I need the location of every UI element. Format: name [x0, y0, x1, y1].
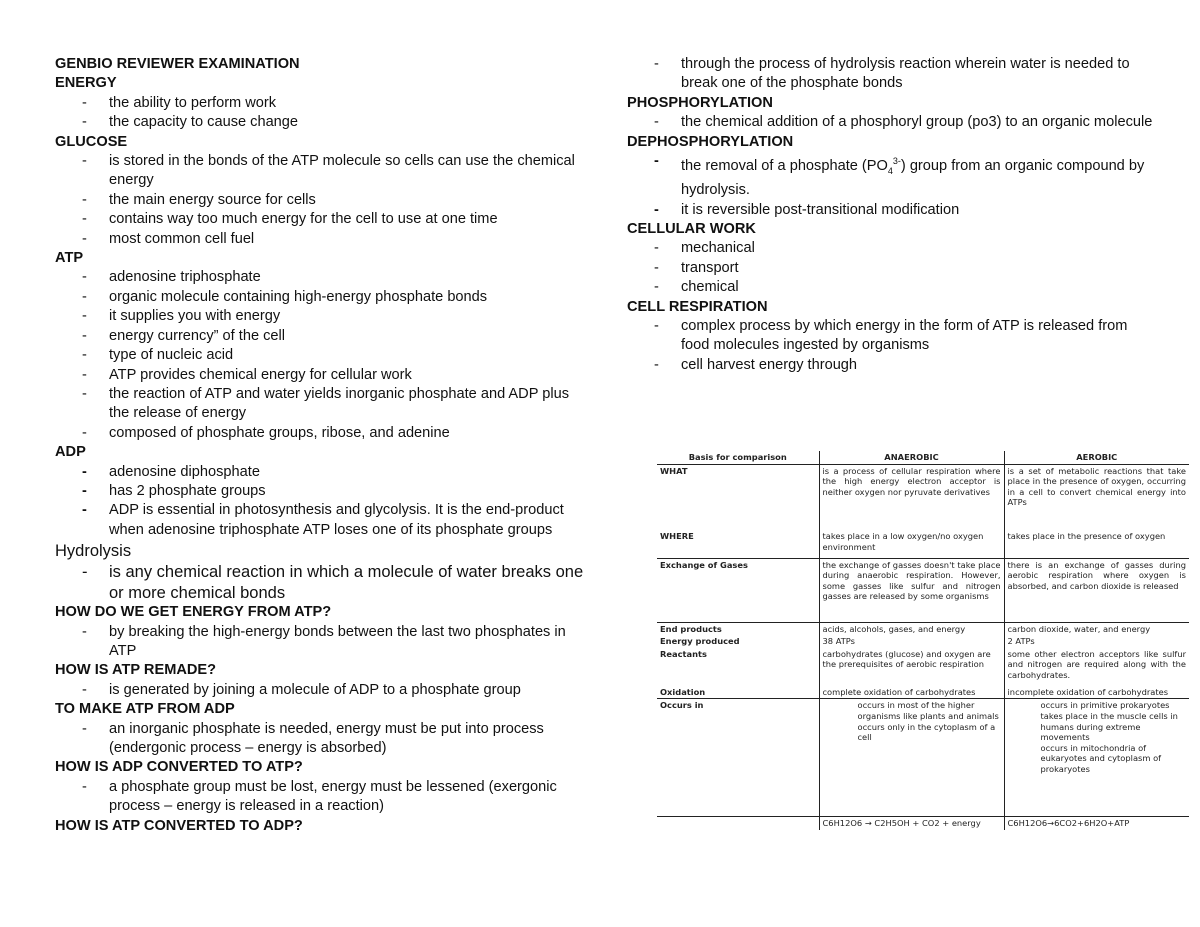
table-row: C6H12O6 → C2H5OH + CO2 + energy C6H12O6→6CO2+6H2O+ATP: [657, 817, 1189, 830]
list-item: - has 2 phosphate groups: [82, 482, 266, 499]
table-row: Energy produced 38 ATPs 2 ATPs: [657, 635, 1189, 648]
list-item: - through the process of hydrolysis reaction wherein water is needed to break one of the phosphate bonds: [654, 56, 1130, 92]
list-item: - an inorganic phosphate is needed, energy must be put into process (endergonic process – energy is absorbed): [82, 720, 544, 756]
heading-cell-respiration: CELL RESPIRATION: [627, 298, 768, 315]
list-item: - mechanical: [654, 240, 755, 257]
list-item: - it is reversible post-transitional modification: [654, 201, 960, 218]
list-item: - transport: [654, 259, 739, 276]
list-item: - composed of phosphate groups, ribose, and adenine: [82, 424, 450, 441]
comparison-table-image: [657, 451, 1189, 833]
list-item: - ADP is essential in photosynthesis and glycolysis. It is the end-product when adenosine triphosphate ATP loses one of its phosphate groups: [82, 502, 564, 538]
list-item: - contains way too much energy for the cell to use at one time: [82, 211, 498, 228]
list-q3: [55, 720, 585, 759]
list-energy: [55, 94, 585, 133]
list-item: - the reaction of ATP and water yields inorganic phosphate and ADP plus the release of energy: [82, 385, 570, 422]
list-q2: [55, 681, 585, 700]
list-item: - ATP provides chemical energy for cellular work: [82, 366, 412, 383]
list-item: - adenosine diphosphate: [82, 463, 260, 480]
heading-cellular-work: CELLULAR WORK: [627, 221, 756, 238]
heading-energy: ENERGY: [55, 75, 117, 92]
list-item: - the main energy source for cells: [82, 191, 316, 208]
table-row: Exchange of Gases the exchange of gasses doesn't take place during anaerobic respiration. However, some gasses like sulfur and nitrogen gasses are released by some organisms there is an exchange of gasses during aerobic respiration where oxygen is absorbed, and carbon dioxide is released: [657, 558, 1189, 622]
list-item: - the ability to perform work: [82, 94, 277, 111]
list-item: - most common cell fuel: [82, 230, 255, 247]
list-q1: [55, 623, 585, 662]
heading-adp: ADP: [55, 444, 86, 461]
document-title: GENBIO REVIEWER EXAMINATION: [55, 56, 300, 72]
heading-q2: HOW IS ATP REMADE?: [55, 662, 217, 679]
heading-q3: TO MAKE ATP FROM ADP: [55, 701, 235, 718]
list-hydrolysis: [55, 562, 585, 603]
heading-hydrolysis: Hydrolysis: [55, 542, 132, 561]
heading-q1: HOW DO WE GET ENERGY FROM ATP?: [55, 604, 332, 621]
table-row: WHERE takes place in a low oxygen/no oxygen environment takes place in the presence of oxygen: [657, 530, 1189, 558]
heading-atp: ATP: [55, 250, 84, 267]
list-cellular-work: [627, 239, 1157, 297]
heading-q5: HOW IS ATP CONVERTED TO ADP?: [55, 817, 303, 834]
list-phosphorylation: [627, 113, 1157, 132]
list-item: - is generated by joining a molecule of ADP to a phosphate group: [82, 681, 521, 698]
list-dephosphorylation: [627, 152, 1157, 220]
list-glucose: [55, 152, 585, 249]
list-item: - is stored in the bonds of the ATP molecule so cells can use the chemical energy: [82, 153, 575, 189]
table-row: End products acids, alcohols, gases, and energy carbon dioxide, water, and energy: [657, 622, 1189, 635]
list-cell-respiration: [627, 317, 1157, 375]
table-header: AEROBIC: [1004, 451, 1189, 464]
list-continued: [627, 55, 1157, 94]
list-adp: [55, 463, 585, 541]
heading-phosphorylation: PHOSPHORYLATION: [627, 94, 773, 111]
heading-q4: HOW IS ADP CONVERTED TO ATP?: [55, 759, 303, 776]
list-item: - the chemical addition of a phosphoryl group (po3) to an organic molecule: [654, 114, 1153, 131]
list-item: - complex process by which energy in the form of ATP is released from food molecules ingested by organisms: [654, 318, 1128, 354]
list-item: - energy currency” of the cell: [82, 327, 286, 344]
list-item: - type of nucleic acid: [82, 347, 234, 364]
list-item: - the removal of a phosphate $(PO_4^{3-})$ group from an organic compound by hydrolysis.: [654, 153, 1145, 199]
table-row: Occurs in occurs in most of the higher organisms like plants and animals occurs only in the cytoplasm of a cell occurs in primitive prokaryotes takes place in the muscle cells in humans during extreme movements occurs in mitochondria of eukaryotes and cytoplasm of prokaryotes: [657, 699, 1189, 817]
heading-dephosphorylation: DEPHOSPHORYLATION: [627, 133, 794, 150]
list-item: - is any chemical reaction in which a molecule of water breaks one or more chemical bonds: [82, 563, 584, 602]
table-header: Basis for comparison: [657, 451, 819, 464]
table-row: Oxidation complete oxidation of carbohydrates incomplete oxidation of carbohydrates: [657, 686, 1189, 699]
list-item: - it supplies you with energy: [82, 308, 281, 325]
list-item: - cell harvest energy through: [654, 356, 858, 373]
list-item: - chemical: [654, 279, 739, 296]
list-item: - adenosine triphosphate: [82, 269, 261, 286]
list-q4: [55, 778, 585, 817]
right-column: [627, 55, 1157, 375]
heading-glucose: GLUCOSE: [55, 133, 128, 150]
list-atp: [55, 268, 585, 443]
comparison-table: [657, 451, 1189, 830]
list-item: - by breaking the high-energy bonds between the last two phosphates in ATP: [82, 623, 566, 659]
table-row: Reactants carbohydrates (glucose) and oxygen are the prerequisites of aerobic respiration some other electron acceptors like sulfur and nitrogen are required along with the carbohydrates.: [657, 648, 1189, 686]
left-column: [55, 55, 585, 836]
list-item: - the capacity to cause change: [82, 114, 299, 131]
table-row: WHAT is a process of cellular respiration where the high energy electron acceptor is neither oxygen nor pyruvate derivatives is a set of metabolic reactions that take place in the presence of oxygen, occurring in a cell to convert chemical energy into ATPs: [657, 464, 1189, 530]
list-item: - a phosphate group must be lost, energy must be lessened (exergonic process – energy is released in a reaction): [82, 778, 557, 815]
table-header: ANAEROBIC: [819, 451, 1004, 464]
list-item: - organic molecule containing high-energy phosphate bonds: [82, 288, 488, 305]
